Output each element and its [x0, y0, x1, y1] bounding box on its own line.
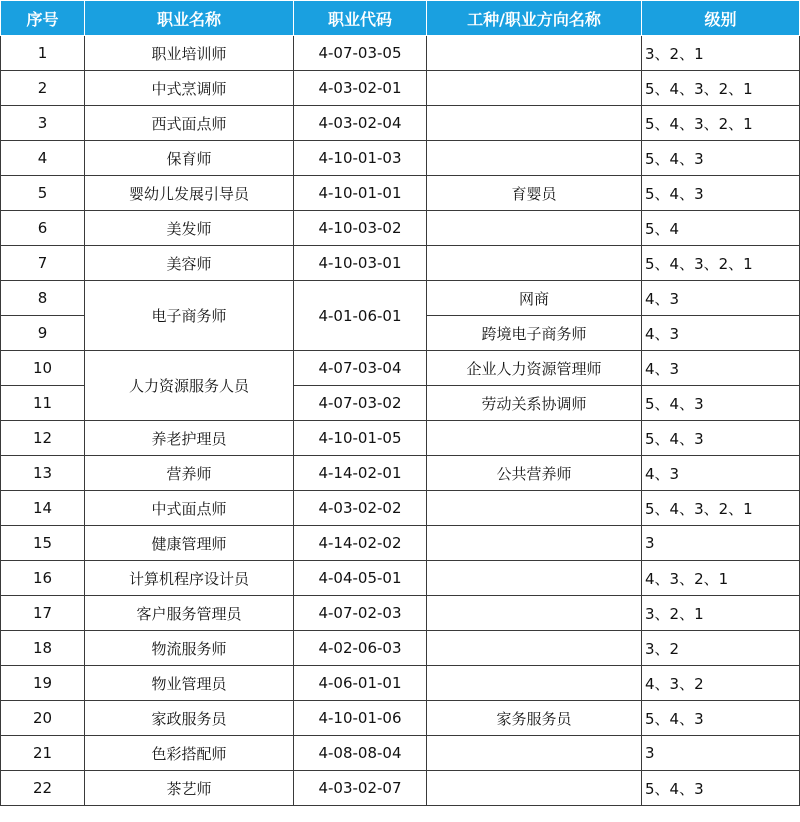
table-row — [1, 701, 800, 736]
cell-occupation-name: 职业培训师 — [85, 36, 294, 71]
table-row — [1, 421, 800, 456]
cell-index: 1 — [1, 36, 85, 71]
table-row — [1, 526, 800, 561]
table-row — [1, 176, 800, 211]
header-row — [1, 1, 800, 36]
cell-index: 3 — [1, 106, 85, 141]
cell-occupation-code: 4-07-02-03 — [294, 596, 427, 631]
cell-occupation-code: 4-07-03-02 — [294, 386, 427, 421]
cell-occupation-code: 4-10-01-05 — [294, 421, 427, 456]
cell-level: 5、4、3 — [642, 176, 800, 211]
cell-direction-name — [427, 771, 642, 806]
table-row — [1, 36, 800, 71]
cell-direction-name: 家务服务员 — [427, 701, 642, 736]
cell-occupation-name: 物业管理员 — [85, 666, 294, 701]
cell-occupation-name: 养老护理员 — [85, 421, 294, 456]
cell-index: 11 — [1, 386, 85, 421]
table-row — [1, 631, 800, 666]
cell-level: 5、4 — [642, 211, 800, 246]
cell-direction-name — [427, 526, 642, 561]
cell-occupation-name: 电子商务师 — [85, 281, 294, 351]
cell-occupation-code: 4-01-06-01 — [294, 281, 427, 351]
table-row — [1, 456, 800, 491]
cell-index: 2 — [1, 71, 85, 106]
cell-direction-name: 企业人力资源管理师 — [427, 351, 642, 386]
table-row — [1, 246, 800, 281]
cell-occupation-code: 4-14-02-01 — [294, 456, 427, 491]
cell-index: 20 — [1, 701, 85, 736]
cell-occupation-code: 4-07-03-05 — [294, 36, 427, 71]
table-body — [1, 36, 800, 806]
cell-direction-name: 公共营养师 — [427, 456, 642, 491]
cell-direction-name — [427, 36, 642, 71]
cell-occupation-name: 色彩搭配师 — [85, 736, 294, 771]
cell-level: 5、4、3 — [642, 141, 800, 176]
cell-occupation-code: 4-03-02-01 — [294, 71, 427, 106]
cell-index: 13 — [1, 456, 85, 491]
table-row — [1, 596, 800, 631]
table-row — [1, 106, 800, 141]
header-occupation-code: 职业代码 — [294, 1, 427, 36]
cell-index: 12 — [1, 421, 85, 456]
cell-occupation-code: 4-03-02-02 — [294, 491, 427, 526]
cell-occupation-name: 物流服务师 — [85, 631, 294, 666]
cell-index: 5 — [1, 176, 85, 211]
cell-occupation-code: 4-04-05-01 — [294, 561, 427, 596]
cell-level: 5、4、3、2、1 — [642, 491, 800, 526]
cell-occupation-name: 西式面点师 — [85, 106, 294, 141]
cell-level: 4、3 — [642, 316, 800, 351]
cell-occupation-code: 4-10-03-02 — [294, 211, 427, 246]
table-row — [1, 141, 800, 176]
table-row — [1, 491, 800, 526]
cell-direction-name — [427, 421, 642, 456]
table-row — [1, 736, 800, 771]
header-level: 级别 — [642, 1, 800, 36]
cell-occupation-code: 4-03-02-07 — [294, 771, 427, 806]
table-row — [1, 281, 800, 316]
cell-direction-name: 跨境电子商务师 — [427, 316, 642, 351]
cell-occupation-code: 4-07-03-04 — [294, 351, 427, 386]
cell-occupation-code: 4-10-03-01 — [294, 246, 427, 281]
table-row — [1, 666, 800, 701]
cell-index: 6 — [1, 211, 85, 246]
cell-level: 3、2、1 — [642, 596, 800, 631]
cell-direction-name: 育婴员 — [427, 176, 642, 211]
cell-index: 7 — [1, 246, 85, 281]
cell-occupation-code: 4-10-01-03 — [294, 141, 427, 176]
cell-level: 4、3 — [642, 456, 800, 491]
cell-direction-name — [427, 736, 642, 771]
cell-direction-name — [427, 561, 642, 596]
cell-level: 5、4、3 — [642, 386, 800, 421]
cell-direction-name — [427, 211, 642, 246]
cell-direction-name — [427, 491, 642, 526]
cell-occupation-name: 营养师 — [85, 456, 294, 491]
cell-level: 5、4、3、2、1 — [642, 71, 800, 106]
cell-level: 4、3、2 — [642, 666, 800, 701]
cell-occupation-code: 4-08-08-04 — [294, 736, 427, 771]
cell-occupation-name: 婴幼儿发展引导员 — [85, 176, 294, 211]
cell-occupation-name: 中式烹调师 — [85, 71, 294, 106]
table-header — [1, 1, 800, 36]
cell-index: 14 — [1, 491, 85, 526]
cell-occupation-code: 4-10-01-01 — [294, 176, 427, 211]
table-row — [1, 771, 800, 806]
cell-occupation-name: 计算机程序设计员 — [85, 561, 294, 596]
table-row — [1, 561, 800, 596]
cell-level: 3 — [642, 736, 800, 771]
cell-index: 9 — [1, 316, 85, 351]
cell-level: 4、3 — [642, 281, 800, 316]
cell-direction-name — [427, 71, 642, 106]
table-row — [1, 71, 800, 106]
cell-direction-name — [427, 106, 642, 141]
cell-occupation-name: 家政服务员 — [85, 701, 294, 736]
cell-level: 3、2 — [642, 631, 800, 666]
cell-occupation-code: 4-02-06-03 — [294, 631, 427, 666]
cell-occupation-name: 人力资源服务人员 — [85, 351, 294, 421]
cell-direction-name — [427, 141, 642, 176]
cell-occupation-name: 美发师 — [85, 211, 294, 246]
cell-occupation-name: 茶艺师 — [85, 771, 294, 806]
cell-occupation-code: 4-06-01-01 — [294, 666, 427, 701]
cell-level: 4、3、2、1 — [642, 561, 800, 596]
header-index: 序号 — [1, 1, 85, 36]
cell-direction-name: 网商 — [427, 281, 642, 316]
header-occupation-name: 职业名称 — [85, 1, 294, 36]
cell-index: 21 — [1, 736, 85, 771]
table-row — [1, 211, 800, 246]
cell-level: 5、4、3、2、1 — [642, 106, 800, 141]
cell-occupation-name: 健康管理师 — [85, 526, 294, 561]
cell-level: 3 — [642, 526, 800, 561]
cell-index: 17 — [1, 596, 85, 631]
cell-direction-name: 劳动关系协调师 — [427, 386, 642, 421]
cell-direction-name — [427, 246, 642, 281]
cell-direction-name — [427, 631, 642, 666]
cell-level: 5、4、3 — [642, 771, 800, 806]
cell-occupation-name: 客户服务管理员 — [85, 596, 294, 631]
cell-index: 22 — [1, 771, 85, 806]
table-row — [1, 351, 800, 386]
cell-occupation-name: 中式面点师 — [85, 491, 294, 526]
cell-direction-name — [427, 666, 642, 701]
cell-index: 18 — [1, 631, 85, 666]
cell-index: 8 — [1, 281, 85, 316]
cell-occupation-code: 4-03-02-04 — [294, 106, 427, 141]
cell-occupation-code: 4-14-02-02 — [294, 526, 427, 561]
cell-occupation-name: 美容师 — [85, 246, 294, 281]
cell-level: 5、4、3 — [642, 421, 800, 456]
cell-level: 5、4、3、2、1 — [642, 246, 800, 281]
cell-direction-name — [427, 596, 642, 631]
cell-index: 4 — [1, 141, 85, 176]
cell-level: 3、2、1 — [642, 36, 800, 71]
cell-index: 10 — [1, 351, 85, 386]
cell-occupation-name: 保育师 — [85, 141, 294, 176]
cell-level: 4、3 — [642, 351, 800, 386]
cell-index: 15 — [1, 526, 85, 561]
header-direction-name: 工种/职业方向名称 — [427, 1, 642, 36]
cell-level: 5、4、3 — [642, 701, 800, 736]
cell-occupation-code: 4-10-01-06 — [294, 701, 427, 736]
cell-index: 19 — [1, 666, 85, 701]
cell-index: 16 — [1, 561, 85, 596]
